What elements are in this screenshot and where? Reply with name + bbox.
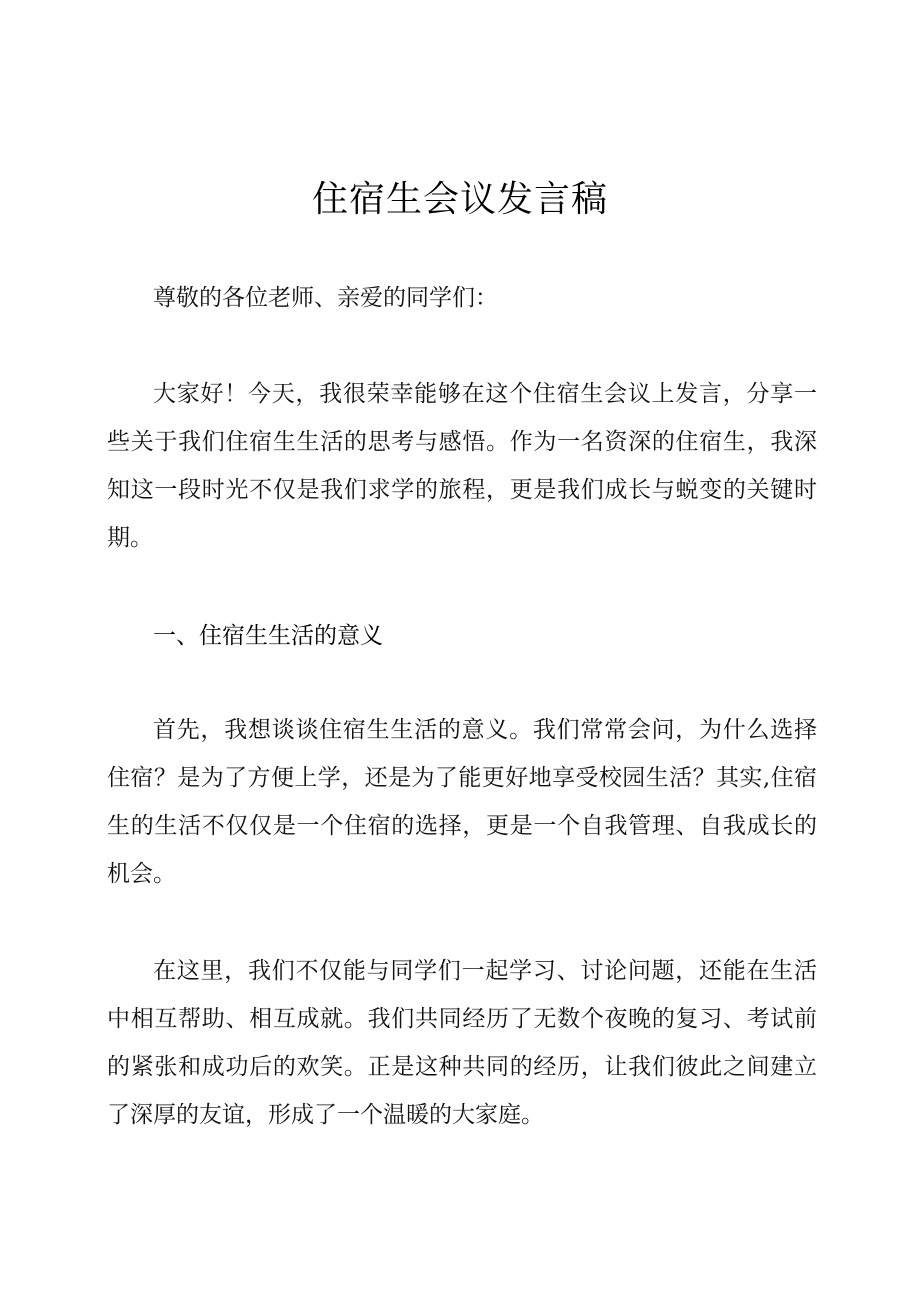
document-title: 住宿生会议发言稿 xyxy=(311,179,608,220)
intro-paragraph: 大家好！今天，我很荣幸能够在这个住宿生会议上发言，分享一些关于我们住宿生生活的思考与感悟。作为一名资深的住宿生，我深知这一段时光不仅是我们求学的旅程，更是我们成长与蜕变的关键时期。 xyxy=(107,381,817,551)
greeting-paragraph: 尊敬的各位老师、亲爱的同学们： xyxy=(153,285,498,311)
section-paragraph: 在这里，我们不仅能与同学们一起学习、讨论问题，还能在生活中相互帮助、相互成就。我们共同经历了无数个夜晚的复习、考试前的紧张和成功后的欢笑。正是这种共同的经历，让我们彼此之间建立了深厚的友谊，形成了一个温暖的大家庭。 xyxy=(107,958,817,1128)
section-heading: 一、住宿生生活的意义 xyxy=(153,623,383,649)
section-paragraph: 首先，我想谈谈住宿生生活的意义。我们常常会问，为什么选择住宿？是为了方便上学，还是为了能更好地享受校园生活？其实,住宿生的生活不仅仅是一个住宿的选择，更是一个自我管理、自我成长的机会。 xyxy=(107,717,817,887)
